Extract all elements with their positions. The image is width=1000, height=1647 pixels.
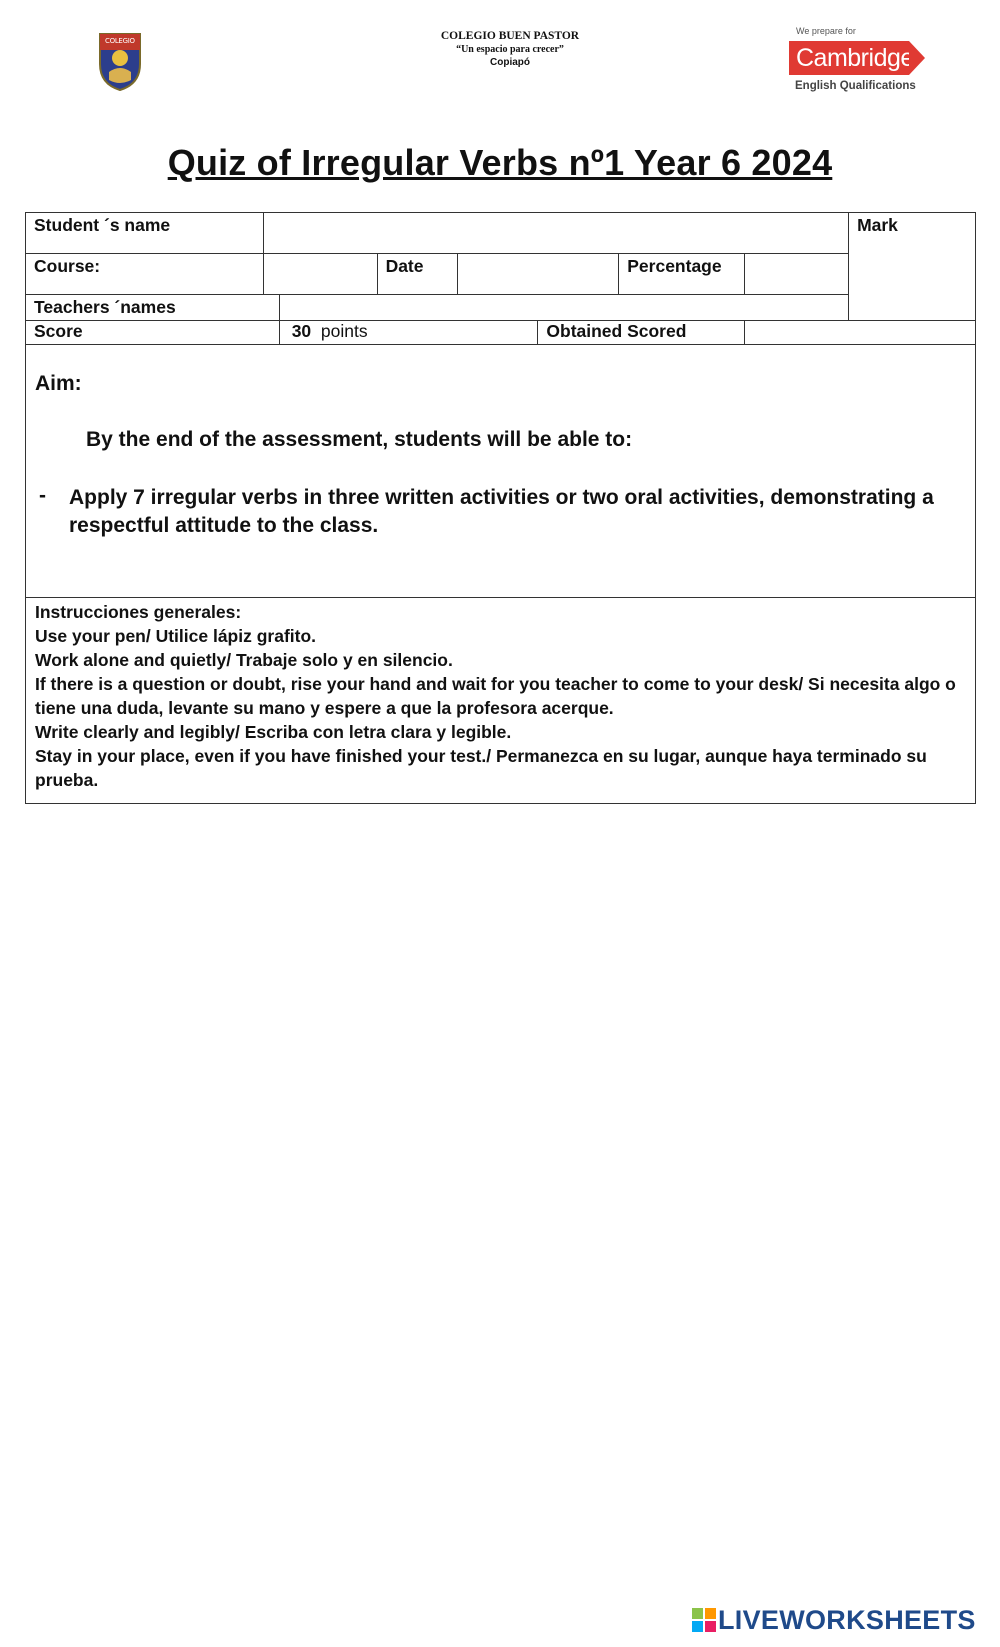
cambridge-prepare-text: We prepare for: [796, 26, 856, 36]
aim-section: [25, 344, 976, 598]
school-crest-logo: [95, 28, 145, 92]
cambridge-arrow-icon: [909, 41, 925, 75]
aim-bullet: -: [39, 484, 46, 507]
cambridge-logo: [789, 24, 929, 96]
aim-label: Aim:: [35, 372, 82, 395]
aim-objective: Apply 7 irregular verbs in three written activities or two oral activities, demonstrating a respectful attitude to the class.: [69, 486, 934, 537]
course-field[interactable]: [263, 254, 377, 295]
instructions-section: [25, 597, 976, 804]
liveworksheets-grid-icon: [692, 1608, 716, 1632]
student-name-label: Student ´s name: [26, 213, 264, 254]
instruction-line: If there is a question or doubt, rise your hand and wait for you teacher to come to your desk/ Si necesita algo o tiene una duda, levante su mano y espere a que la profesora acerque.: [35, 674, 956, 718]
aim-intro: By the end of the assessment, students will be able to:: [86, 428, 633, 451]
teachers-label: Teachers ´names: [26, 295, 280, 321]
school-city: Copiapó: [490, 57, 530, 68]
instruction-line: Write clearly and legibly/ Escriba con letra clara y legible.: [35, 722, 512, 742]
school-info: [410, 30, 610, 69]
cambridge-brand: Cambridge: [789, 41, 909, 75]
student-name-field[interactable]: [263, 213, 848, 254]
instruction-line: Use your pen/ Utilice lápiz grafito.: [35, 626, 317, 646]
school-motto: “Un espacio para crecer”: [456, 44, 564, 55]
liveworksheets-brand: LIVEWORKSHEETS: [718, 1605, 976, 1635]
score-unit: points: [320, 321, 368, 341]
cambridge-subtitle: English Qualifications: [795, 80, 916, 92]
page-title: Quiz of Irregular Verbs nº1 Year 6 2024: [167, 142, 833, 183]
score-cell: [279, 321, 538, 345]
teachers-field[interactable]: [279, 295, 848, 321]
mark-label: Mark: [857, 215, 898, 235]
percentage-field[interactable]: [745, 254, 849, 295]
date-label: Date: [377, 254, 457, 295]
obtained-score-label: Obtained Scored: [538, 321, 745, 345]
school-name: COLEGIO BUEN PASTOR: [440, 30, 580, 42]
instruction-line: Work alone and quietly/ Trabaje solo y en silencio.: [35, 650, 453, 670]
mark-cell[interactable]: [849, 213, 976, 321]
student-info-table: [25, 212, 976, 345]
date-field[interactable]: [457, 254, 619, 295]
score-value: 30: [291, 321, 312, 341]
percentage-label: Percentage: [619, 254, 745, 295]
page-header: [0, 0, 1000, 120]
instruction-line: Stay in your place, even if you have finished your test./ Permanezca en su lugar, aunque haya terminado su prueba.: [35, 746, 927, 790]
instructions-title: Instrucciones generales:: [35, 602, 242, 622]
obtained-score-field[interactable]: [745, 321, 976, 345]
score-label: Score: [26, 321, 280, 345]
course-label: Course:: [26, 254, 264, 295]
svg-text:COLEGIO: COLEGIO: [105, 37, 135, 45]
